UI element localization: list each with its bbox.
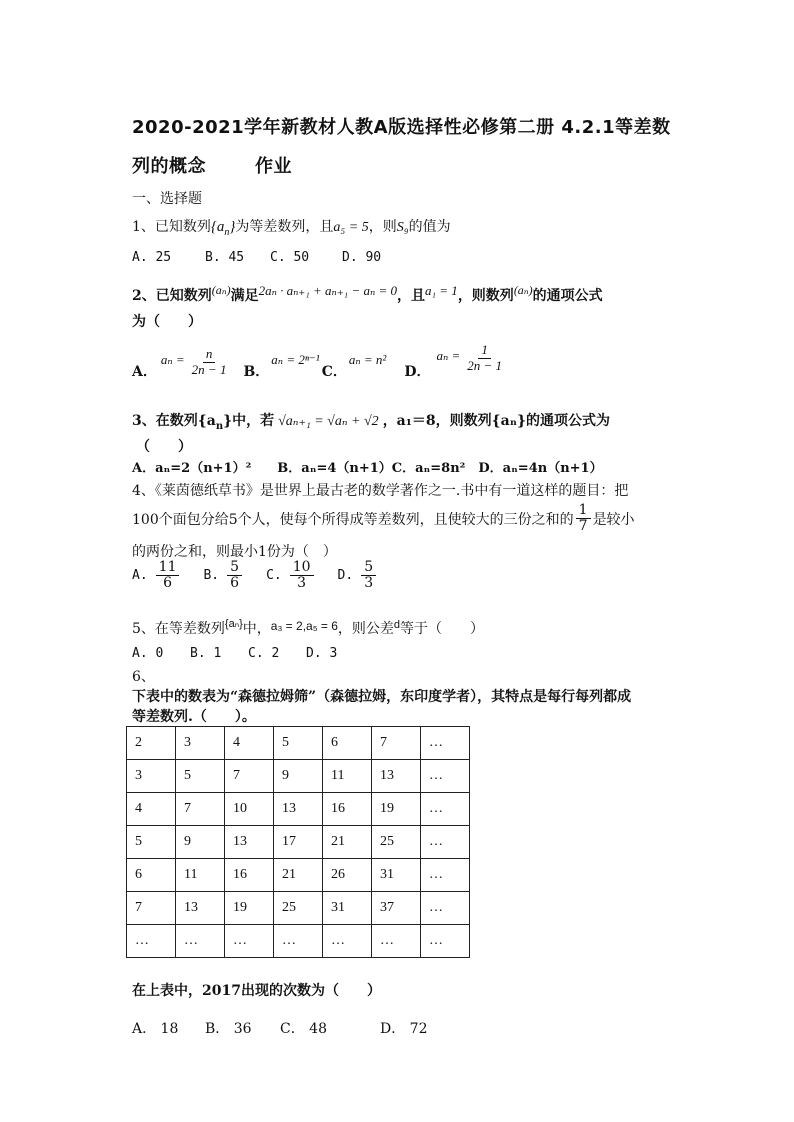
table-row: [127, 760, 470, 793]
q4-option-d-fraction: $\frac{5}{3}$: [361, 560, 376, 592]
q1-prefix: 1、已知数列: [132, 219, 211, 235]
table-cell: 37: [372, 892, 421, 925]
q2-prefix: 2、已知数列: [132, 288, 212, 304]
table-cell: 6: [323, 727, 372, 760]
q3-options: A．aₙ=2（n+1）² B．aₙ=4（n+1）C．aₙ=8n² D．aₙ=4n（n+1）: [132, 461, 603, 476]
q4-line2: [132, 503, 635, 535]
q4-option-c-fraction: $\frac{10}{3}$: [290, 560, 314, 592]
q5-cond: a₃ = 2,a₅ = 6: [270, 619, 338, 633]
q4-option-c-label: C.: [266, 568, 282, 584]
table-cell: …: [225, 925, 274, 958]
q2-option-a-label: A．: [132, 364, 157, 380]
q6-option-a: A． 18: [132, 1021, 179, 1037]
table-cell: 5: [127, 826, 176, 859]
q4-line2-text: 100个面包分给5个人，使每个所得成等差数列，且使较大的三份之和的: [132, 511, 574, 528]
table-cell: …: [421, 892, 470, 925]
table-cell: 4: [127, 793, 176, 826]
table-cell: …: [176, 925, 225, 958]
table-cell: …: [323, 925, 372, 958]
q6-number: 6、: [132, 669, 155, 685]
table-cell: 7: [176, 793, 225, 826]
q2-line2: 为（ ）: [132, 314, 202, 330]
q6-option-c: C． 48: [280, 1021, 327, 1037]
q5-option-a: A. 0: [132, 646, 164, 661]
q5-end: 等于（ ）: [400, 621, 485, 637]
q4-option-b-label: B.: [203, 568, 220, 584]
table-cell: 7: [127, 892, 176, 925]
q4-line3: 的两份之和，则最小1份为（ ）: [132, 544, 337, 560]
table-cell: 19: [372, 793, 421, 826]
q1-stem: 1、已知数列$\{a_n\}$为等差数列，且a₅ = 5，则S₉的值为: [132, 219, 451, 238]
q2-option-b-label: B．: [243, 364, 270, 380]
q4-line2-post: 是较小: [592, 511, 635, 528]
table-cell: 16: [225, 859, 274, 892]
table-cell: 25: [274, 892, 323, 925]
table-row: [127, 826, 470, 859]
table-cell: …: [127, 925, 176, 958]
table-cell: 16: [323, 793, 372, 826]
q5-tail: ，则公差: [337, 621, 394, 637]
table-cell: 3: [127, 760, 176, 793]
q3-cond: ，a₁＝8，则数列{aₙ}的通项公式为: [382, 413, 610, 429]
q1-option-d: D. 90: [342, 250, 382, 265]
q2-option-b: aₙ = 2ⁿ⁻¹: [271, 352, 320, 367]
q3-prefix-end: }中，若: [223, 413, 275, 429]
q1-cond: a₅ = 5: [333, 220, 369, 235]
document-title-line2: 列的概念: [132, 156, 206, 177]
table-cell: …: [421, 727, 470, 760]
table-cell: 19: [225, 892, 274, 925]
q2-option-d-label: D．: [404, 364, 431, 380]
q3-stem: 3、在数列$\{a_n\}$中，若 √aₙ₊₁ = √aₙ + √2 ，a₁＝8，则数列{aₙ}的通项公式为: [132, 413, 610, 432]
q2-mid: 满足: [230, 288, 259, 304]
q6-option-b: B． 36: [205, 1021, 252, 1037]
table-cell: 13: [225, 826, 274, 859]
q5-mid: 中，: [242, 621, 271, 637]
q3-prefix: 3、在数列{a: [132, 413, 216, 429]
q1-mid: 为等差数列，且: [235, 219, 334, 235]
q2-seq2: (aₙ): [513, 283, 533, 297]
table-row: [127, 727, 470, 760]
table-cell: 3: [176, 727, 225, 760]
q2-option-d-fraction: $\frac{1}{2n - 1}$: [467, 342, 503, 373]
q2-options: [132, 340, 505, 384]
q2-option-c-label: C．: [321, 364, 347, 380]
table-row: [127, 859, 470, 892]
table-cell: 31: [372, 859, 421, 892]
q2-option-a-lhs: aₙ =: [160, 352, 185, 367]
q5-d: d: [393, 619, 401, 631]
q1-option-c: C. 50: [270, 250, 310, 265]
q2-option-c: aₙ = n²: [348, 352, 387, 367]
table-cell: 9: [176, 826, 225, 859]
q6-line1: 下表中的数表为“森德拉姆筛”（森德拉姆，东印度学者），其特点是每行每列都成: [132, 689, 632, 705]
table-cell: 2: [127, 727, 176, 760]
document-title-suffix: 作业: [255, 156, 292, 177]
q6-line2: 等差数列.（ ）。: [132, 709, 256, 725]
section-heading: 一、选择题: [132, 191, 202, 207]
q4-options: [132, 560, 376, 592]
table-cell: 25: [372, 826, 421, 859]
q5-seq: {aₙ}: [224, 618, 243, 630]
table-cell: 13: [274, 793, 323, 826]
q1-option-a: A. 25: [132, 250, 172, 265]
q2-cond: a₁ = 1: [425, 283, 458, 298]
q5-option-d: D. 3: [306, 646, 338, 661]
q1-tail: ，则: [368, 219, 397, 235]
table-row: [127, 793, 470, 826]
table-cell: 7: [225, 760, 274, 793]
q6-question: 在上表中，2017出现的次数为（ ）: [132, 983, 381, 999]
table-row: [127, 925, 470, 958]
q2-stem: [132, 285, 603, 305]
q4-option-a-label: A.: [132, 568, 148, 584]
table-cell: …: [421, 826, 470, 859]
table-cell: 6: [127, 859, 176, 892]
q3-formula: √aₙ₊₁ = √aₙ + √2: [278, 414, 379, 429]
sundaram-table-wrapper: [126, 726, 470, 958]
table-cell: 11: [323, 760, 372, 793]
q4-option-d-label: D.: [337, 568, 354, 584]
q4-option-b-fraction: $\frac{5}{6}$: [227, 560, 242, 592]
table-cell: 26: [323, 859, 372, 892]
table-cell: 4: [225, 727, 274, 760]
table-cell: …: [421, 760, 470, 793]
table-cell: …: [372, 925, 421, 958]
q2-tail: ，则数列: [457, 288, 514, 304]
q2-option-a-fraction: $\frac{n}{2n - 1}$: [191, 346, 227, 377]
q3-line2: （ ）: [136, 439, 192, 455]
table-cell: 5: [176, 760, 225, 793]
q4-fraction: $\frac{1}{7}$: [576, 503, 591, 535]
q4-option-a-fraction: $\frac{11}{6}$: [156, 560, 180, 592]
q5-stem: [132, 618, 484, 638]
table-cell: 5: [274, 727, 323, 760]
q1-s9: S₉: [396, 220, 409, 235]
q2-formula: 2aₙ · aₙ₊₁ + aₙ₊₁ − aₙ = 0: [258, 283, 398, 298]
table-cell: 13: [372, 760, 421, 793]
q5-option-b: B. 1: [190, 646, 222, 661]
document-title-line1: 2020-2021学年新教材人教A版选择性必修第二册 4.2.1等差数: [132, 117, 671, 138]
table-cell: …: [421, 859, 470, 892]
table-cell: …: [274, 925, 323, 958]
q2-end: 的通项公式: [532, 288, 603, 304]
q1-seq: a: [216, 219, 225, 235]
q1-option-b: B. 45: [205, 250, 245, 265]
sundaram-table: [126, 726, 470, 958]
q5-prefix: 5、在等差数列: [132, 621, 225, 637]
q6-option-d: D． 72: [380, 1021, 428, 1037]
q4-line1: 4、《莱茵德纸草书》是世界上最古老的数学著作之一.书中有一道这样的题目：把: [132, 483, 629, 499]
table-cell: …: [421, 925, 470, 958]
table-cell: 13: [176, 892, 225, 925]
table-cell: 17: [274, 826, 323, 859]
table-cell: 10: [225, 793, 274, 826]
table-cell: 21: [274, 859, 323, 892]
q2-option-d-lhs: aₙ =: [436, 348, 461, 363]
table-cell: 11: [176, 859, 225, 892]
q1-end: 的值为: [408, 219, 451, 235]
table-cell: 31: [323, 892, 372, 925]
q2-cond-pre: ，且: [397, 288, 426, 304]
table-cell: 9: [274, 760, 323, 793]
table-cell: …: [421, 793, 470, 826]
q2-seq: (aₙ): [211, 283, 231, 297]
table-row: [127, 892, 470, 925]
table-cell: 21: [323, 826, 372, 859]
q5-option-c: C. 2: [248, 646, 280, 661]
table-cell: 7: [372, 727, 421, 760]
